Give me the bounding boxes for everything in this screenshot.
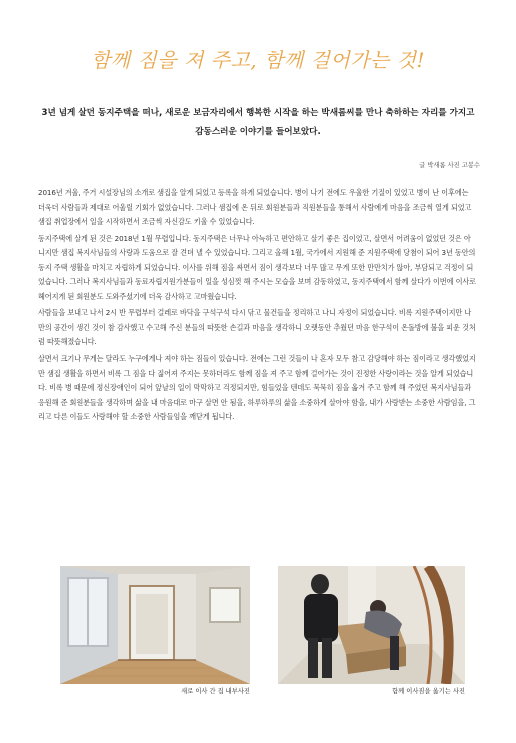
moving-photo	[278, 566, 465, 684]
lead-text: 3년 넘게 살던 동지주택을 떠나, 새로운 보금자리에서 행복한 시작을 하는 박새롬씨를 만나 축하하는 자리를 가지고 감동스러운 이야기를 들어보았다.	[41, 108, 475, 137]
paragraph: 사람들을 보내고 나서 2시 반 무렵부터 걸레로 바닥을 구석구석 다시 닦고 물건들을 정리하고 나니 자정이 되었습니다. 비록 지원주택이지만 나만의 공간이 생긴 것이 참 감사했고 수고해 주신 분들의 따뜻한 손길과 마음을 생각하니 오랫동안 추웠던 마음 한구석이 온돌방에 불을 피운 것처럼 따뜻해졌습니다.	[38, 308, 476, 347]
page-title: 함께 짐을 져 주고, 함께 걸어가는 것!	[90, 48, 426, 72]
photo2-caption: 함께 이사짐을 옮기는 사진	[392, 688, 465, 695]
room-interior-illustration	[60, 566, 250, 684]
paragraph: 살면서 크기나 무게는 달라도 누구에게나 져야 하는 짐들이 있습니다. 전에는 그런 것들이 나 혼자 모두 참고 감당해야 하는 짐이라고 생각했었지만 샘집 생활을 하면서 비록 그 짐을 다 짊어져 주지는 못하더라도 함께 짐을 져 주고 함께 걸어가는 것이 진정한 사랑이라는 것을 알게 되었습니다. 비록 병 때문에 정신장애인이 되어 앞날의 일이 막막하고 걱정되지만, 힘들었을 텐데도 묵묵히 짐을 옮겨 주고 함께 해 주었던 복지사님들과 응원해 준 회원분들을 생각하며 삶을 내 마음대로 마구 살면 안 됨을, 하루하루의 삶을 소중하게 살아야 함을, 내가 사랑받는 소중한 사람임을, 그리고 다른 이들도 사랑해야 할 소중한 사람들임을 깨닫게 됩니다.	[38, 354, 476, 422]
moving-illustration	[278, 566, 465, 684]
paragraph: 동지주택에 살게 된 것은 2018년 1월 무렵입니다. 동지주택은 너무나 아늑하고 편안하고 살기 좋은 집이었고, 살면서 어려움이 없었던 것은 아니지만 샘집 복지사님들의 사랑과 도움으로 잘 견뎌 낼 수 있었습니다. 그리고 올해 1월, 국가에서 지원해 준 지원주택에 당첨이 되어 3년 동안의 동지 주택 생활을 마치고 자립하게 되었습니다. 이사를 위해 짐을 싸면서 짐이 생각보다 너무 많고 무게 또한 만만치가 않아, 부담되고 걱정이 되었습니다. 그러나 복지사님들과 동료자립지원가분들이 일을 성심껏 해 주시는 모습을 보며 감동하였고, 동지주택에서 함께 살다가 이번에 이사로 헤어지게 된 회원분도 도와주셨기에 더욱 감사하고 고마웠습니다.	[38, 233, 476, 301]
byline: 글 박새롬 사진 고봉수	[419, 162, 480, 169]
article-body	[38, 186, 476, 427]
photo1-caption: 새로 이사 간 집 내부사진	[181, 688, 250, 695]
room-interior-photo	[60, 566, 250, 684]
paragraph: 2016년 겨울, 주거 시설장님의 소개로 샘집을 알게 되었고 등록을 하게 되었습니다. 병이 나기 전에도 우울한 기질이 있었고 병이 난 이후에는 더욱더 사람들과 제대로 어울릴 기회가 없었습니다. 그러나 샘집에 온 뒤로 회원분들과 직원분들을 통해서 사람에게 마음을 조금씩 열게 되었고 샘집 취업장에서 일을 시작하면서 조금씩 자신감도 키울 수 있었습니다.	[38, 188, 472, 227]
